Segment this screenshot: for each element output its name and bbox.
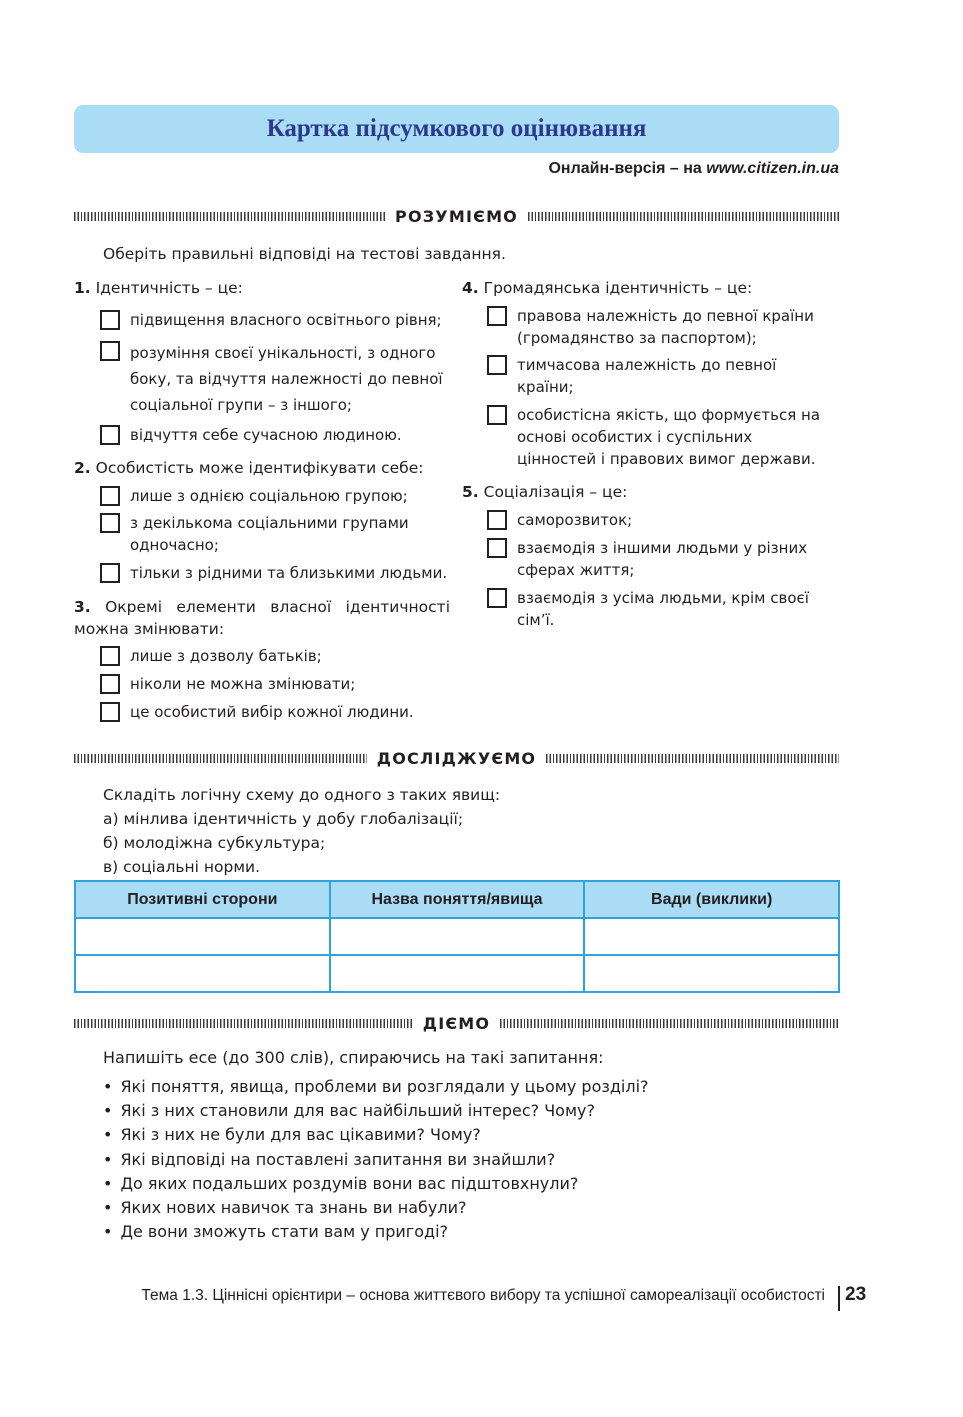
answer-option[interactable] — [100, 562, 460, 584]
answer-option[interactable] — [100, 645, 450, 667]
checkbox[interactable] — [487, 355, 507, 375]
option-label: це особистий вибір кожної людини. — [130, 703, 414, 721]
checkbox[interactable] — [100, 563, 120, 583]
checkbox[interactable] — [487, 510, 507, 530]
hatch-divider — [74, 212, 385, 221]
list-item: • Яких нових навичок та знань ви набули? — [103, 1196, 649, 1220]
option-label: розуміння своєї унікальності, з одного боку, та відчуття належності до певної соціальної групи – з іншого; — [130, 344, 443, 414]
hatch-divider — [500, 1019, 839, 1028]
question-number: 1. — [74, 279, 91, 297]
option-label: взаємодія з усіма людьми, крім своєї сім’ї. — [517, 589, 809, 629]
table-cell[interactable] — [75, 955, 330, 992]
question-3 — [74, 596, 450, 640]
option-label: з декількома соціальними групами одночасно; — [130, 514, 409, 554]
hatch-divider — [528, 212, 839, 221]
section-header-understand — [74, 206, 839, 226]
question-number: 4. — [462, 279, 479, 297]
section-label: РОЗУМІЄМО — [395, 206, 518, 226]
online-version-note — [548, 160, 839, 178]
answer-option[interactable] — [100, 673, 450, 695]
option-label: лише з дозволу батьків; — [130, 647, 322, 665]
table-cell[interactable] — [330, 918, 585, 955]
table-cell[interactable] — [584, 918, 839, 955]
question-5 — [462, 481, 627, 503]
answer-option[interactable] — [100, 485, 455, 507]
column-header-concept: Назва поняття/явища — [330, 881, 585, 918]
question-number: 3. — [74, 598, 91, 616]
table-cell[interactable] — [584, 955, 839, 992]
research-line: Складіть логічну схему до одного з таких явищ: — [103, 786, 501, 804]
research-line: в) соціальні норми. — [103, 858, 261, 876]
answer-option[interactable] — [100, 309, 450, 331]
option-label: особистісна якість, що формується на основі особистих і суспільних цінностей і правових вимог держави. — [517, 406, 821, 468]
logic-scheme-table — [74, 880, 840, 993]
answer-option[interactable] — [487, 354, 797, 398]
checkbox[interactable] — [100, 513, 120, 533]
hatch-divider — [546, 754, 839, 763]
answer-option[interactable] — [100, 701, 450, 723]
question-number: 5. — [462, 483, 479, 501]
column-header-drawbacks: Вади (виклики) — [584, 881, 839, 918]
list-item: • Які поняття, явища, проблеми ви розглядали у цьому розділі? — [103, 1075, 649, 1099]
page-title: Картка підсумкового оцінювання — [266, 115, 647, 142]
page-number-separator — [838, 1286, 840, 1311]
list-item: • Які з них становили для вас найбільший інтерес? Чому? — [103, 1099, 649, 1123]
question-text: Громадянська ідентичність – це: — [483, 279, 753, 297]
section-header-act — [74, 1013, 839, 1033]
table-row — [75, 918, 839, 955]
option-label: правова належність до певної країни (громадянство за паспортом); — [517, 307, 814, 347]
question-text: Окремі елементи власної ідентичності можна змінювати: — [74, 598, 451, 638]
checkbox[interactable] — [100, 702, 120, 722]
hatch-divider — [74, 1019, 413, 1028]
table-cell[interactable] — [75, 918, 330, 955]
online-prefix: Онлайн-версія – на — [548, 160, 707, 177]
question-4 — [462, 277, 752, 299]
checkbox[interactable] — [100, 646, 120, 666]
checkbox[interactable] — [487, 405, 507, 425]
question-2 — [74, 457, 423, 479]
checkbox[interactable] — [487, 306, 507, 326]
option-label: тимчасова належність до певної країни; — [517, 356, 777, 396]
checkbox[interactable] — [100, 674, 120, 694]
list-item: • Де вони зможуть стати вам у пригоді? — [103, 1220, 649, 1244]
list-item: • Які з них не були для вас цікавими? Чому? — [103, 1123, 649, 1147]
list-item: • Які відповіді на поставлені запитання ви знайшли? — [103, 1148, 649, 1172]
question-text: Особистість може ідентифікувати себе: — [95, 459, 424, 477]
checkbox[interactable] — [487, 538, 507, 558]
checkbox[interactable] — [487, 588, 507, 608]
answer-option[interactable] — [487, 305, 827, 349]
checkbox[interactable] — [100, 310, 120, 330]
checkbox[interactable] — [100, 341, 120, 361]
section-header-research — [74, 748, 839, 768]
column-header-positive: Позитивні сторони — [75, 881, 330, 918]
answer-option[interactable] — [487, 537, 827, 581]
hatch-divider — [74, 754, 367, 763]
answer-option[interactable] — [100, 340, 450, 418]
footer-topic: Тема 1.3. Ціннісні орієнтири – основа життєвого вибору та успішної самореалізації особистості — [141, 1287, 825, 1304]
research-task — [103, 783, 500, 879]
test-instruction: Оберіть правильні відповіді на тестові завдання. — [103, 245, 506, 263]
option-label: тільки з рідними та близькими людьми. — [130, 564, 448, 582]
section-label: ДІЄМО — [422, 1013, 491, 1033]
option-label: відчуття себе сучасною людиною. — [130, 426, 402, 444]
table-header-row — [75, 881, 839, 918]
answer-option[interactable] — [487, 587, 827, 631]
option-label: лише з однією соціальною групою; — [130, 487, 408, 505]
question-text: Соціалізація – це: — [483, 483, 628, 501]
essay-instruction: Напишіть есе (до 300 слів), спираючись на такі запитання: — [103, 1048, 604, 1067]
answer-option[interactable] — [100, 512, 430, 556]
question-text: Ідентичність – це: — [95, 279, 243, 297]
option-label: взаємодія з іншими людьми у різних сферах життя; — [517, 539, 808, 579]
page-number: 23 — [845, 1284, 867, 1305]
question-number: 2. — [74, 459, 91, 477]
research-line: а) мінлива ідентичність у добу глобалізації; — [103, 810, 464, 828]
checkbox[interactable] — [100, 486, 120, 506]
answer-option[interactable] — [100, 424, 450, 446]
list-item: • До яких подальших роздумів вони вас підштовхнули? — [103, 1172, 649, 1196]
option-label: підвищення власного освітнього рівня; — [130, 311, 442, 329]
section-label: ДОСЛІДЖУЄМО — [376, 748, 537, 768]
title-banner — [74, 105, 839, 153]
essay-questions-list — [103, 1075, 649, 1244]
research-line: б) молодіжна субкультура; — [103, 834, 326, 852]
table-row — [75, 955, 839, 992]
online-url-link[interactable]: www.citizen.in.ua — [706, 160, 839, 177]
question-1 — [74, 277, 243, 299]
table-cell[interactable] — [330, 955, 585, 992]
answer-option[interactable] — [487, 404, 832, 470]
answer-option[interactable] — [487, 509, 827, 531]
checkbox[interactable] — [100, 425, 120, 445]
option-label: саморозвиток; — [517, 511, 633, 529]
option-label: ніколи не можна змінювати; — [130, 675, 356, 693]
